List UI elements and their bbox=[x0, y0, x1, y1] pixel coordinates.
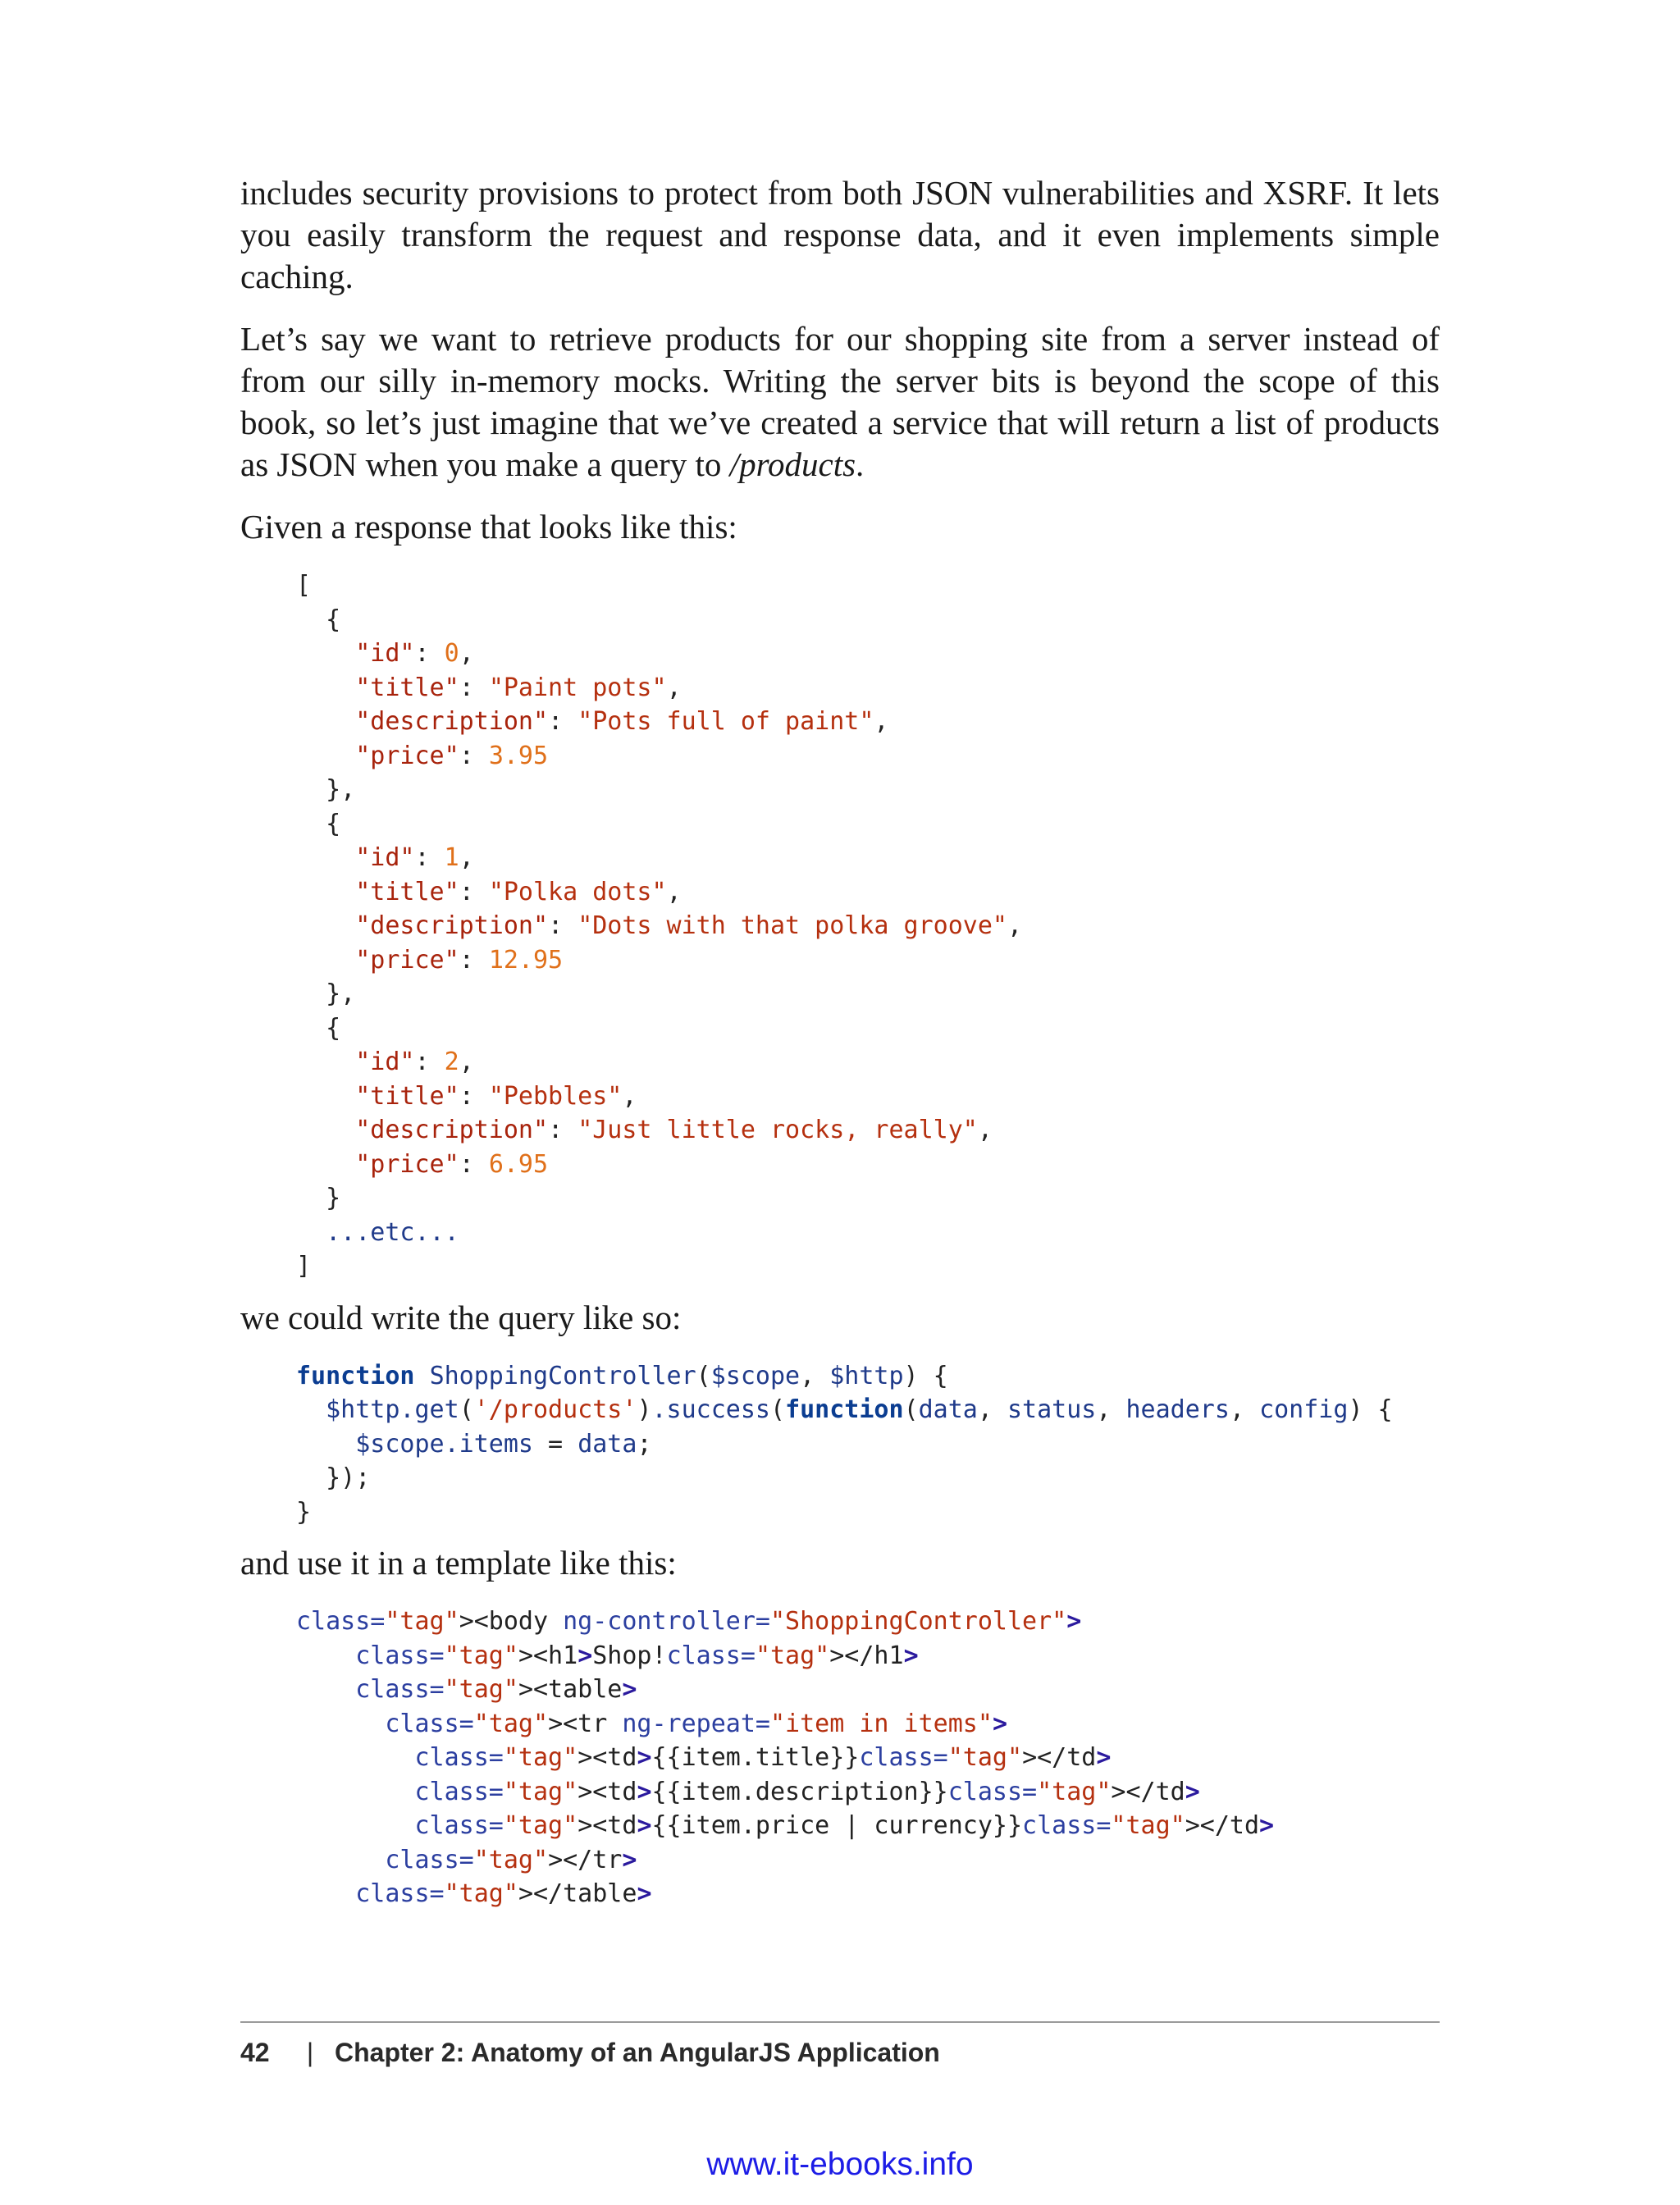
page-number: 42 bbox=[240, 2038, 270, 2067]
chapter-title: Chapter 2: Anatomy of an AngularJS Application bbox=[335, 2038, 940, 2067]
watermark-link[interactable]: www.it-ebooks.info bbox=[706, 2147, 974, 2182]
paragraph-products-end: . bbox=[856, 445, 865, 483]
paragraph-query-intro: we could write the query like so: bbox=[240, 1298, 682, 1336]
json-code-block: [ { "id": 0, "title": "Paint pots", "description": "Pots full of paint", "price": 3.95 }, { "id": 1, "title": "Polka dots", "description": "Dots with that polka groove", "price": 12.95 }, { "id": 2, "title": "Pebbles", "description": "Just little rocks, really", "price": 6.95 } ...etc... ] bbox=[296, 571, 1023, 1281]
paragraph-intro: includes security provisions to protect from both JSON vulnerabilities and XSRF. It lets you easily transform the request and response data, and it even implements simple caching. bbox=[240, 174, 1440, 295]
paragraph-products bbox=[240, 318, 1440, 486]
paragraph-template-intro: and use it in a template like this: bbox=[240, 1544, 677, 1582]
paragraph-products-text: Let’s say we want to retrieve products for our shopping site from a server instead of from our silly in-memory mocks. Writing the server bits is beyond the scope of this book, so let’s just imagine that we’ve created a service that will return a list of products as JSON when you make a query to bbox=[240, 320, 1440, 483]
footer-separator: | bbox=[306, 2038, 314, 2067]
products-path: /products bbox=[729, 445, 856, 483]
paragraph-response-intro: Given a response that looks like this: bbox=[240, 508, 737, 546]
page-body bbox=[240, 172, 1440, 1924]
page-footer bbox=[240, 2021, 1440, 2068]
html-code-block: class="tag"><body ng-controller="ShoppingController"> class="tag"><h1>Shop!class="tag"></h1> class="tag"><table> class="tag"><tr ng-repeat="item in items"> class="tag"><td>{{item.title}}class="tag"></td> class="tag"><td>{{item.description}}class="tag"></td> class="tag"><td>{{item.price | currency}}class="tag"></td> class="tag"></tr> class="tag"></table> bbox=[296, 1607, 1275, 1908]
js-code-block: function ShoppingController($scope, $http) { $http.get('/products').success(function(data, status, headers, config) { $scope.items = data; }); } bbox=[296, 1361, 1393, 1527]
